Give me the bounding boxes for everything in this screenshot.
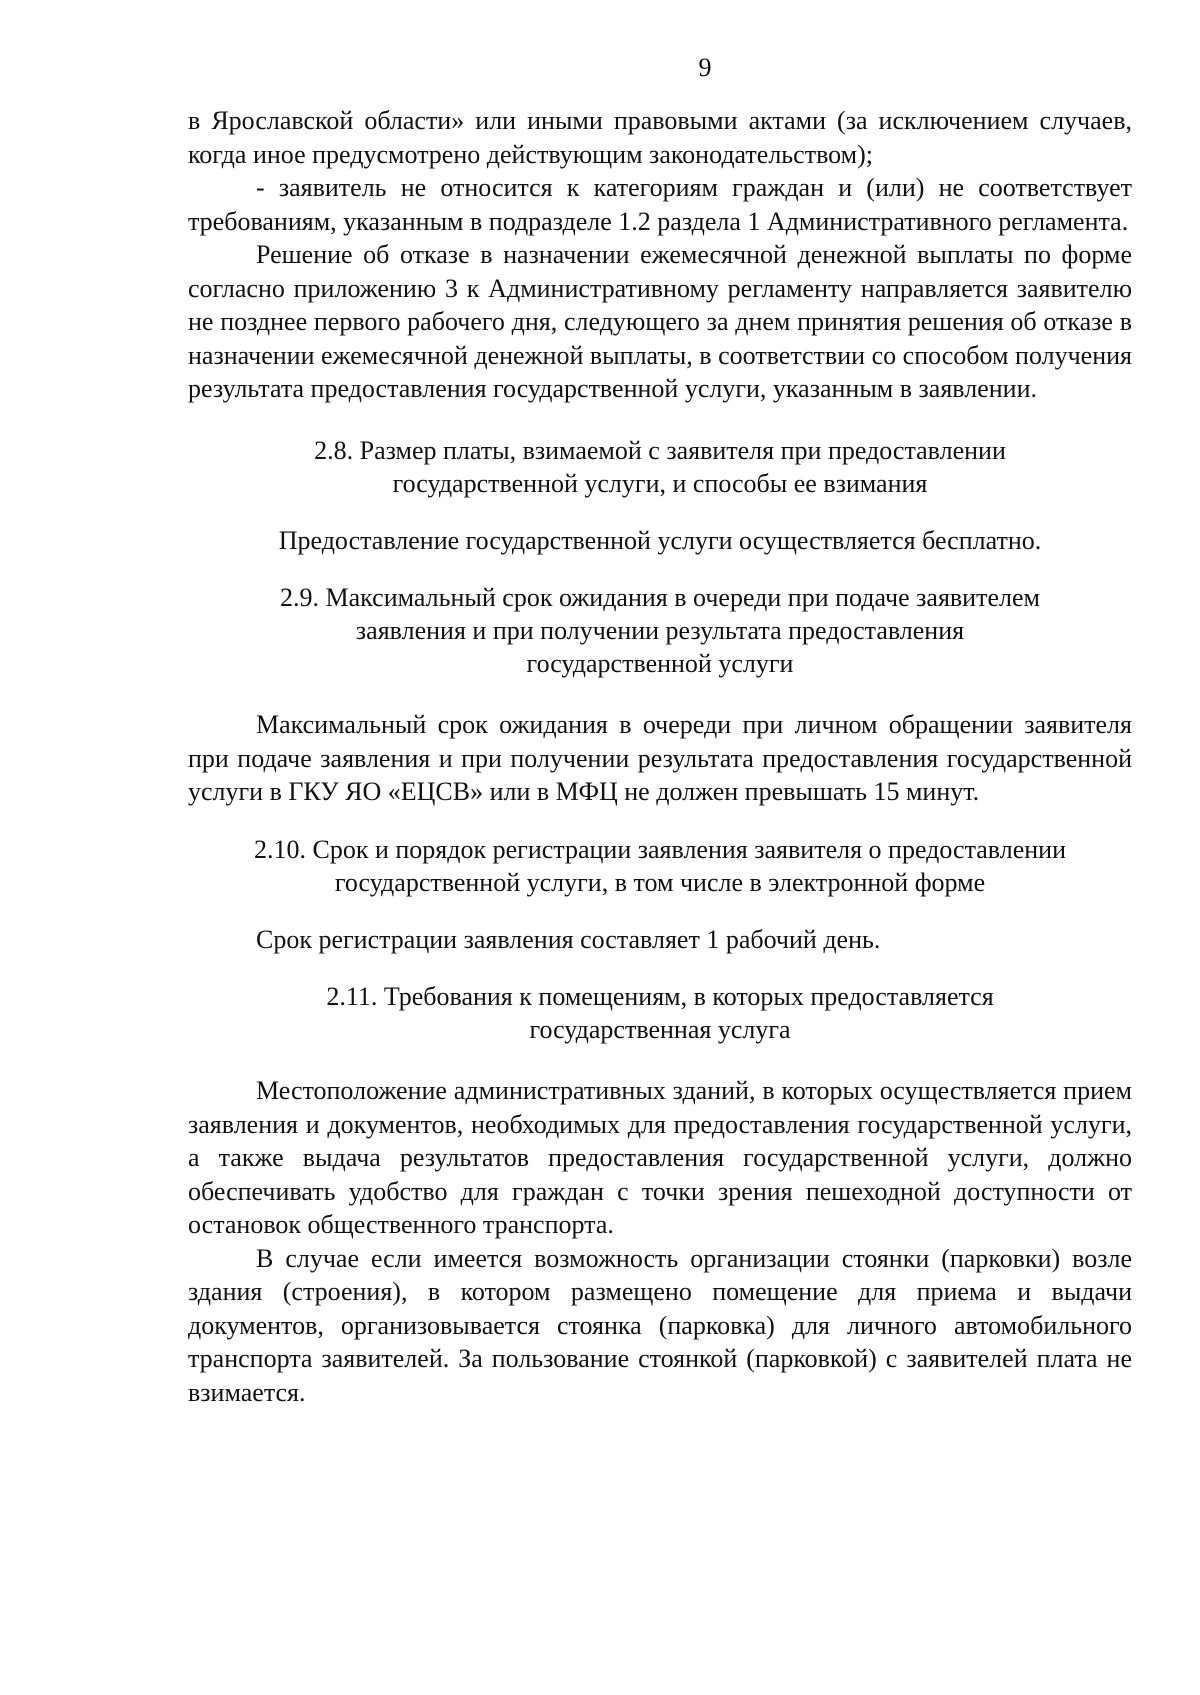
heading-line: 2.9. Максимальный срок ожидания в очереди при подаче заявителем — [280, 583, 1040, 612]
heading-line: государственной услуги, в том числе в электронной форме — [334, 867, 986, 897]
paragraph-registration-term: Срок регистрации заявления составляет 1 рабочий день. — [256, 924, 881, 954]
paragraph-free-service: Предоставление государственной услуги осуществляется бесплатно. — [278, 525, 1042, 555]
heading-line: 2.8. Размер платы, взимаемой с заявителя при предоставлении — [314, 435, 1006, 465]
section-heading-2-9 — [188, 581, 1132, 680]
heading-line: государственная услуга — [529, 1015, 791, 1044]
paragraph-parking: В случае если имеется возможность организации стоянки (парковки) возле здания (строения), в котором размещено помещение для приема и выдачи документов, организовывается стоянка (парковка) для личного автомобильного транспорта заявителей. За пользование стоянкой (парковкой) с заявителей плата не взимается. — [188, 1243, 1132, 1407]
heading-line: 2.11. Требования к помещениям, в которых предоставляется — [326, 982, 994, 1011]
heading-line: государственной услуги — [526, 649, 794, 678]
heading-line: заявления и при получении результата предоставления — [355, 616, 965, 645]
section-heading-2-10 — [188, 833, 1132, 899]
section-heading-2-11 — [188, 980, 1132, 1046]
paragraph-continuation: в Ярославской области» или иными правовыми актами (за исключением случаев, когда иное предусмотрено действующим законодательством); — [188, 106, 1132, 169]
paragraph-building-location: Местоположение административных зданий, в которых осуществляется прием заявления и документов, необходимых для предоставления государственной услуги, а также выдача результатов предоставления государственной услуги, должно обеспечивать удобство для граждан с точки зрения пешеходной доступности от остановок общественного транспорта. — [188, 1076, 1132, 1239]
paragraph-refusal-decision: Решение об отказе в назначении ежемесячной денежной выплаты по форме согласно приложению 3 к Административному регламенту направляется заявителю не позднее первого рабочего дня, следующего за днем принятия решения об отказе в назначении ежемесячной денежной выплаты, в соответствии со способом получения результата предоставления государственной услуги, указанным в заявлении. — [188, 240, 1132, 403]
section-heading-2-8 — [188, 434, 1132, 500]
heading-line: 2.10. Срок и порядок регистрации заявления заявителя о предоставлении — [254, 834, 1066, 864]
paragraph-applicant-category: - заявитель не относится к категориям граждан и (или) не соответствует требованиям, указанным в подразделе 1.2 раздела 1 Административного регламента. — [188, 173, 1132, 236]
paragraph-waiting-time: Максимальный срок ожидания в очереди при личном обращении заявителя при подаче заявления и при получении результата предоставления государственной услуги в ГКУ ЯО «ЕЦСВ» или в МФЦ не должен превышать 15 минут. — [188, 710, 1132, 806]
heading-line: государственной услуги, и способы ее взимания — [392, 468, 928, 498]
page-number: 9 — [698, 53, 712, 82]
